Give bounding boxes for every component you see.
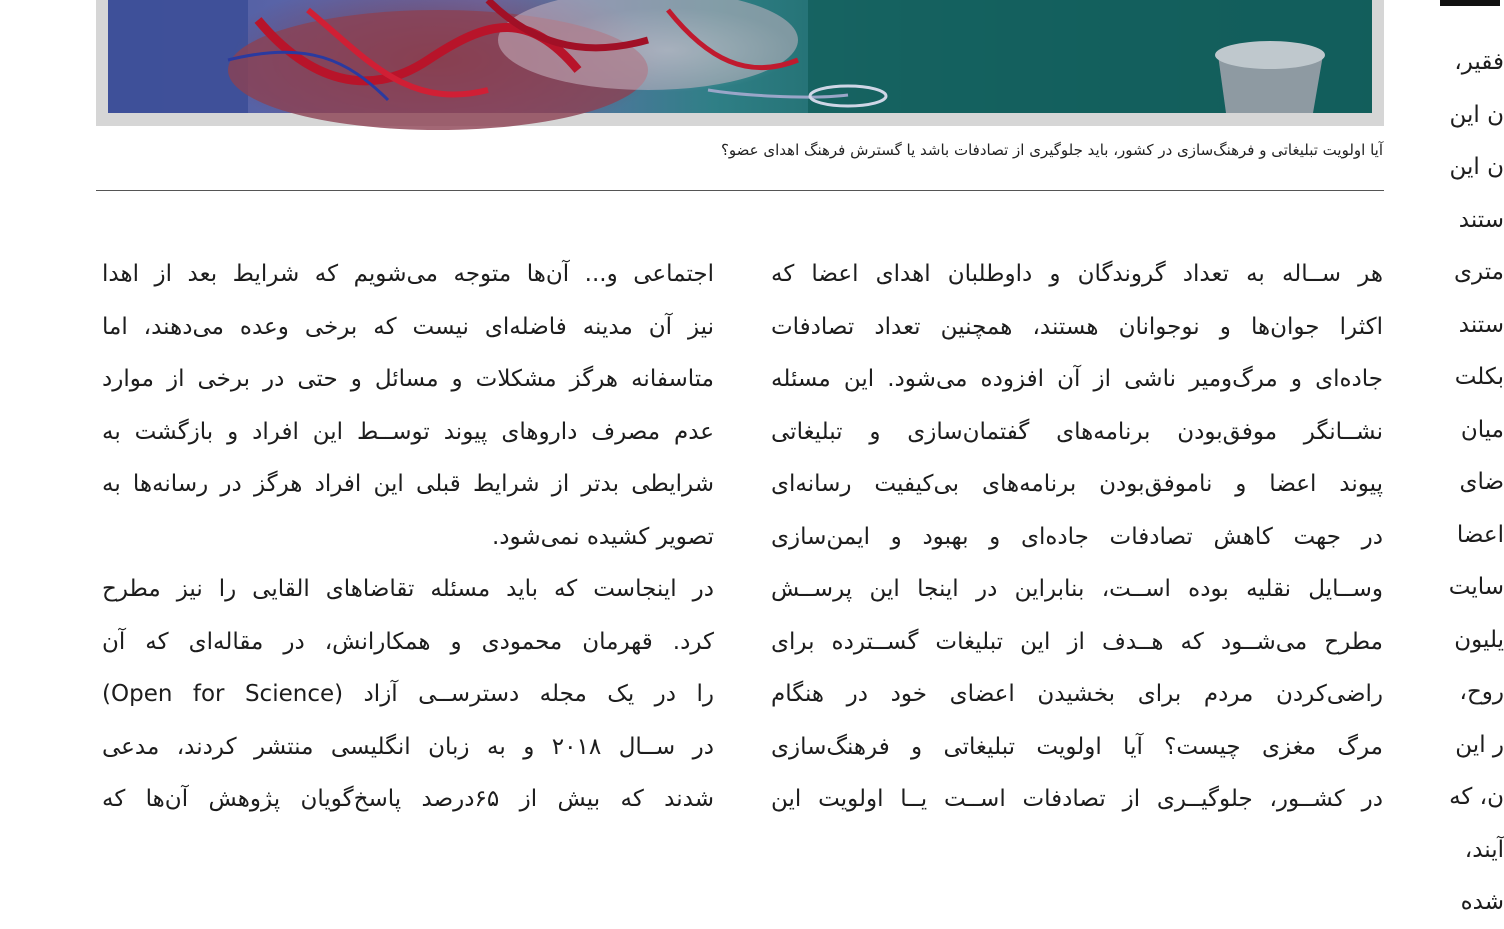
- text-line: اجتماعی و... آن‌ها متوجه می‌شویم که شرایط بعد از اهدا: [102, 261, 714, 287]
- text-line: وســایل نقلیه بوده اســت، بنابراین در اینجا این پرســش: [771, 576, 1383, 602]
- text-line: مرگ مغزی چیست؟ آیا اولویت تبلیغاتی و فرهنگ‌سازی: [771, 733, 1383, 760]
- article-column-right: [771, 248, 1383, 826]
- text-line: ضای: [1459, 469, 1504, 495]
- text-line: نیز آن مدینه فاضله‌ای نیست که برخی وعده می‌دهند، اما: [102, 313, 714, 340]
- text-line: فقیر،: [1454, 49, 1504, 75]
- text-line: شدند که بیش از ۶۵درصد پاسخ‌گویان پژوهش آن‌ها که: [102, 786, 714, 812]
- adjacent-column-clipped: [1425, 0, 1504, 915]
- article-photo-frame: [96, 0, 1384, 126]
- surgery-photo-illustration: [108, 0, 1372, 113]
- text-line: در جهت کاهش تصادفات جاده‌ای و بهبود و ایمن‌سازی: [771, 523, 1383, 550]
- text-line: در ســال ۲۰۱۸ و به زبان انگلیسی منتشر کردند، مدعی: [102, 733, 714, 760]
- text-line: نشــانگر موفق‌بودن برنامه‌های گفتمان‌سازی و تبلیغاتی: [771, 418, 1383, 445]
- text-line: در اینجاست که باید مسئله تقاضاهای القایی را نیز مطرح: [102, 576, 714, 602]
- text-line: شده: [1460, 889, 1504, 915]
- caption-divider: [96, 190, 1384, 191]
- text-line: متاسفانه هرگز مشکلات و مسائل و حتی در برخی از موارد: [102, 366, 714, 392]
- text-line: مطرح می‌شــود که هــدف از این تبلیغات گســترده برای: [771, 628, 1383, 655]
- text-line: تصویر کشیده نمی‌شود.: [491, 523, 714, 550]
- adjacent-column-text: [1449, 36, 1504, 929]
- text-line: هر ســاله به تعداد گروندگان و داوطلبان اهدای اعضا که: [771, 261, 1383, 287]
- text-line: میان: [1460, 416, 1504, 443]
- text-line: ن این: [1449, 154, 1504, 180]
- text-line: ستند: [1458, 311, 1504, 338]
- text-line: بکلت: [1454, 364, 1504, 390]
- text-line: شرایطی بدتر از شرایط قبلی این افراد هرگز در رسانه‌ها به: [102, 471, 714, 497]
- text-line: یلیون: [1454, 626, 1504, 653]
- clipped-heading-fragment: [1440, 0, 1500, 6]
- text-line: ن، که: [1449, 784, 1504, 810]
- text-line: ن این: [1449, 101, 1504, 128]
- text-line: پیوند اعضا و ناموفق‌بودن برنامه‌های بی‌کیفیت رسانه‌ای: [771, 471, 1383, 497]
- text-line: سایت: [1448, 574, 1504, 600]
- text-line: جاده‌ای و مرگ‌ومیر ناشی از آن افزوده می‌شود. این مسئله: [771, 366, 1383, 392]
- text-line: کرد. قهرمان محمودی و همکارانش، در مقاله‌ای که آن: [102, 628, 714, 655]
- text-line: در کشــور، جلوگیــری از تصادفات اســت یــا اولویت این: [771, 786, 1383, 812]
- text-line: راضی‌کردن مردم برای بخشیدن اعضای خود در هنگام: [771, 681, 1383, 707]
- text-line: اکثرا جوان‌ها و نوجوانان هستند، همچنین تعداد تصادفات: [771, 313, 1383, 340]
- text-line: روح،: [1459, 679, 1504, 705]
- text-line: متری: [1454, 259, 1504, 285]
- text-line: اعضا: [1456, 521, 1504, 548]
- surgery-photo: [108, 0, 1372, 113]
- text-line: ستند: [1458, 206, 1504, 233]
- text-line: عدم مصرف داروهای پیوند توســط این افراد و بازگشت به: [102, 418, 714, 445]
- photo-caption: آیا اولویت تبلیغاتی و فرهنگ‌سازی در کشور، باید جلوگیری از تصادفات باشد یا گسترش فرهنگ اهدای عضو؟: [720, 141, 1383, 159]
- text-line: ر این: [1455, 731, 1504, 758]
- text-line: آیند،: [1464, 836, 1504, 863]
- text-line: را در یک مجله دسترســی آزاد (Open for Science): [102, 681, 714, 707]
- article-column-left: [102, 248, 714, 826]
